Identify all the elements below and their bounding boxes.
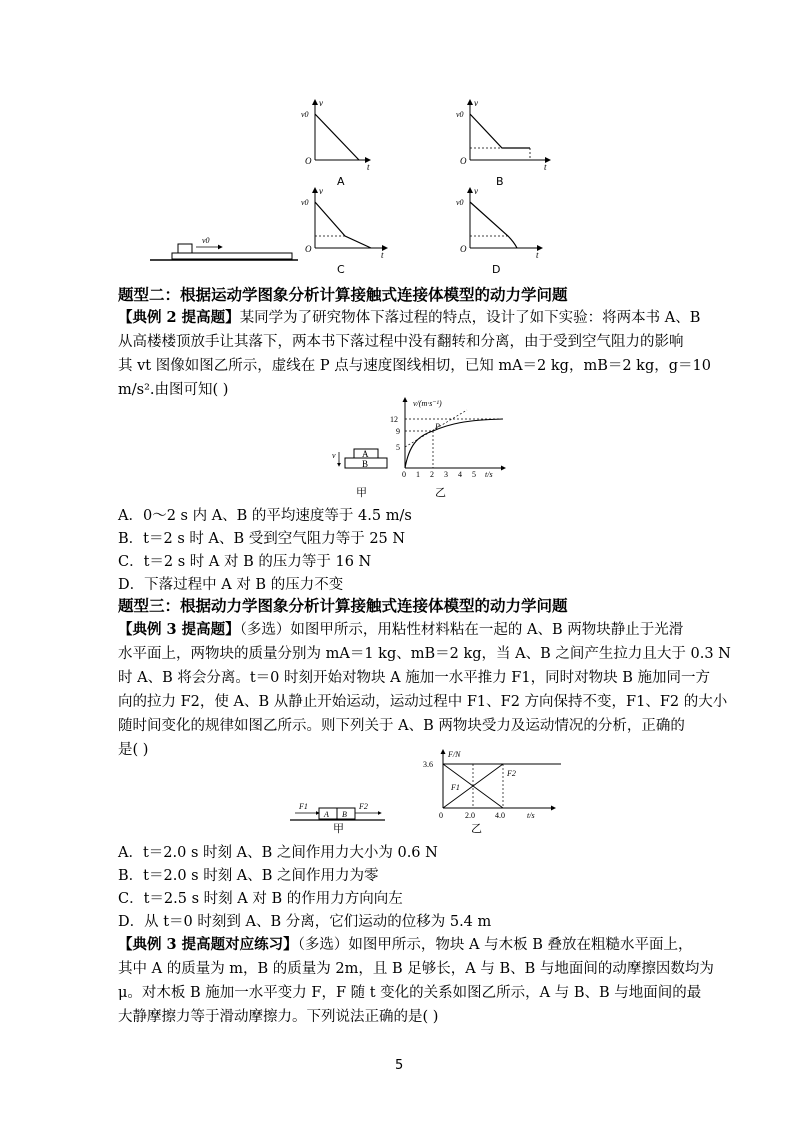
section2-heading: 题型二：根据运动学图象分析计算接触式连接体模型的动力学问题	[118, 286, 568, 304]
section4-line-1: 【典例 3 提高题对应练习】（多选）如图甲所示，物块 A 与木板 B 叠放在粗糙水平面上，	[118, 936, 693, 953]
svg-text:C: C	[337, 263, 345, 276]
svg-text:5: 5	[472, 470, 476, 479]
blocks-diagram	[290, 802, 385, 835]
svg-text:v0: v0	[456, 198, 464, 207]
section3-heading: 题型三：根据动力学图象分析计算接触式连接体模型的动力学问题	[118, 597, 568, 615]
svg-text:3: 3	[444, 470, 448, 479]
svg-text:1: 1	[416, 470, 420, 479]
section3-line-4: 向的拉力 F2，使 A、B 从静止开始运动，运动过程中 F1、F2 方向保持不变，F1、F2 的大小	[118, 694, 728, 710]
section4-line-2: 其中 A 的质量为 m，B 的质量为 2m，且 B 足够长，A 与 B、B 与地面间的动摩擦因数均为	[118, 961, 714, 977]
svg-text:t: t	[381, 250, 384, 260]
svg-text:3.6: 3.6	[423, 760, 433, 769]
example-tag: 【典例 2 提高题】	[118, 309, 240, 326]
svg-text:P: P	[435, 422, 440, 431]
svg-text:5: 5	[396, 443, 400, 452]
svg-text:v0: v0	[301, 110, 309, 119]
svg-text:F/N: F/N	[448, 750, 461, 759]
graph-a	[301, 98, 370, 188]
figure-f1-f2	[285, 748, 565, 840]
svg-text:甲: 甲	[356, 486, 367, 499]
graph-b	[456, 98, 550, 188]
svg-text:F1: F1	[299, 802, 308, 811]
section2-line-2: 从高楼楼顶放手让其落下，两本书下落过程中没有翻转和分离，由于受到空气阻力的影响	[118, 334, 684, 350]
ft-graph	[423, 750, 561, 835]
section3-line-1: 【典例 3 提高题】（多选）如图甲所示，用粘性材料粘在一起的 A、B 两物块静止于光滑	[118, 621, 684, 638]
svg-text:D: D	[492, 263, 501, 276]
example-tag: 【典例 3 提高题】	[118, 621, 240, 638]
svg-text:v0: v0	[456, 110, 464, 119]
svg-text:O: O	[305, 156, 312, 166]
svg-text:2.0: 2.0	[465, 811, 475, 820]
svg-text:v0: v0	[202, 236, 210, 245]
svg-text:t/s: t/s	[485, 470, 493, 479]
svg-text:F2: F2	[359, 802, 368, 811]
section4-line-3: μ。对木板 B 施加一水平变力 F，F 随 t 变化的关系如图乙所示，A 与 B、B 与地面间的最	[118, 985, 702, 1001]
svg-text:4.0: 4.0	[495, 811, 505, 820]
section2-line-1: 【典例 2 提高题】某同学为了研究物体下落过程的特点，设计了如下实验：将两本书 A、B	[118, 309, 701, 326]
svg-text:4: 4	[458, 470, 462, 479]
svg-text:v: v	[474, 186, 478, 196]
section3-line-3: 时 A、B 将会分离。t＝0 时刻开始对物块 A 施加一水平推力 F1，同时对物块 B 施加同一方	[118, 670, 710, 686]
svg-text:v: v	[332, 451, 336, 460]
section2-option-c: C．t＝2 s 时 A 对 B 的压力等于 16 N	[118, 554, 372, 570]
svg-text:A: A	[362, 449, 369, 459]
svg-text:O: O	[460, 244, 467, 254]
vt-graph	[390, 398, 505, 499]
section3-line-5: 随时间变化的规律如图乙所示。则下列关于 A、B 两物块受力及运动情况的分析，正确的	[118, 718, 685, 734]
svg-text:v0: v0	[301, 198, 309, 207]
svg-text:v: v	[474, 98, 478, 108]
svg-text:甲: 甲	[333, 822, 344, 835]
svg-text:乙: 乙	[435, 486, 446, 499]
svg-text:t/s: t/s	[527, 811, 535, 820]
svg-text:A: A	[337, 175, 345, 188]
svg-text:O: O	[460, 156, 467, 166]
svg-text:A: A	[324, 810, 329, 819]
svg-text:B: B	[362, 459, 369, 469]
section3-option-b: B．t＝2.0 s 时刻 A、B 之间作用力为零	[118, 868, 379, 884]
svg-text:t: t	[544, 162, 547, 172]
section2-line-4: m/s².由图可知( )	[118, 382, 229, 398]
svg-text:B: B	[496, 175, 504, 188]
section3-option-c: C．t＝2.5 s 时刻 A 对 B 的作用力方向向左	[118, 891, 403, 907]
svg-text:0: 0	[439, 811, 443, 820]
svg-text:v: v	[319, 186, 323, 196]
svg-text:0: 0	[402, 470, 406, 479]
svg-text:v/(m·s⁻¹): v/(m·s⁻¹)	[413, 399, 442, 408]
section3-option-d: D．从 t＝0 时刻到 A、B 分离，它们运动的位移为 5.4 m	[118, 914, 492, 930]
section3-line-6: 是( )	[118, 742, 149, 758]
svg-text:F1: F1	[451, 783, 460, 792]
svg-text:F2: F2	[507, 769, 516, 778]
page-number: 5	[395, 1058, 404, 1073]
section2-option-d: D．下落过程中 A 对 B 的压力不变	[118, 577, 344, 593]
graph-d	[456, 186, 542, 276]
svg-text:2: 2	[430, 470, 434, 479]
svg-text:v: v	[319, 98, 323, 108]
books-diagram	[332, 449, 387, 499]
section3-line-2: 水平面上，两物块的质量分别为 mA＝1 kg、mB＝2 kg，当 A、B 之间产生拉力且大于 0.3 N	[118, 646, 731, 662]
svg-text:t: t	[536, 250, 539, 260]
section3-option-a: A．t＝2.0 s 时刻 A、B 之间作用力大小为 0.6 N	[118, 845, 438, 861]
example-tag: 【典例 3 提高题对应练习】	[118, 936, 298, 953]
graph-c	[301, 186, 387, 276]
section2-line-3: 其 vt 图像如图乙所示，虚线在 P 点与速度图线相切，已知 mA＝2 kg，mB＝2 kg，g＝10	[118, 358, 711, 374]
svg-text:9: 9	[396, 427, 400, 436]
svg-text:t: t	[367, 162, 370, 172]
slider-on-board	[150, 236, 298, 260]
svg-text:B: B	[342, 810, 347, 819]
section4-line-4: 大静摩擦力等于滑动摩擦力。下列说法正确的是( )	[118, 1009, 439, 1025]
svg-text:O: O	[305, 244, 312, 254]
svg-text:12: 12	[390, 415, 398, 424]
svg-text:乙: 乙	[471, 822, 482, 835]
section2-option-a: A．0～2 s 内 A、B 的平均速度等于 4.5 m/s	[118, 508, 412, 524]
figure-falling-books	[320, 396, 520, 502]
figure-vt-options	[140, 88, 580, 283]
section2-option-b: B．t＝2 s 时 A、B 受到空气阻力等于 25 N	[118, 531, 406, 547]
